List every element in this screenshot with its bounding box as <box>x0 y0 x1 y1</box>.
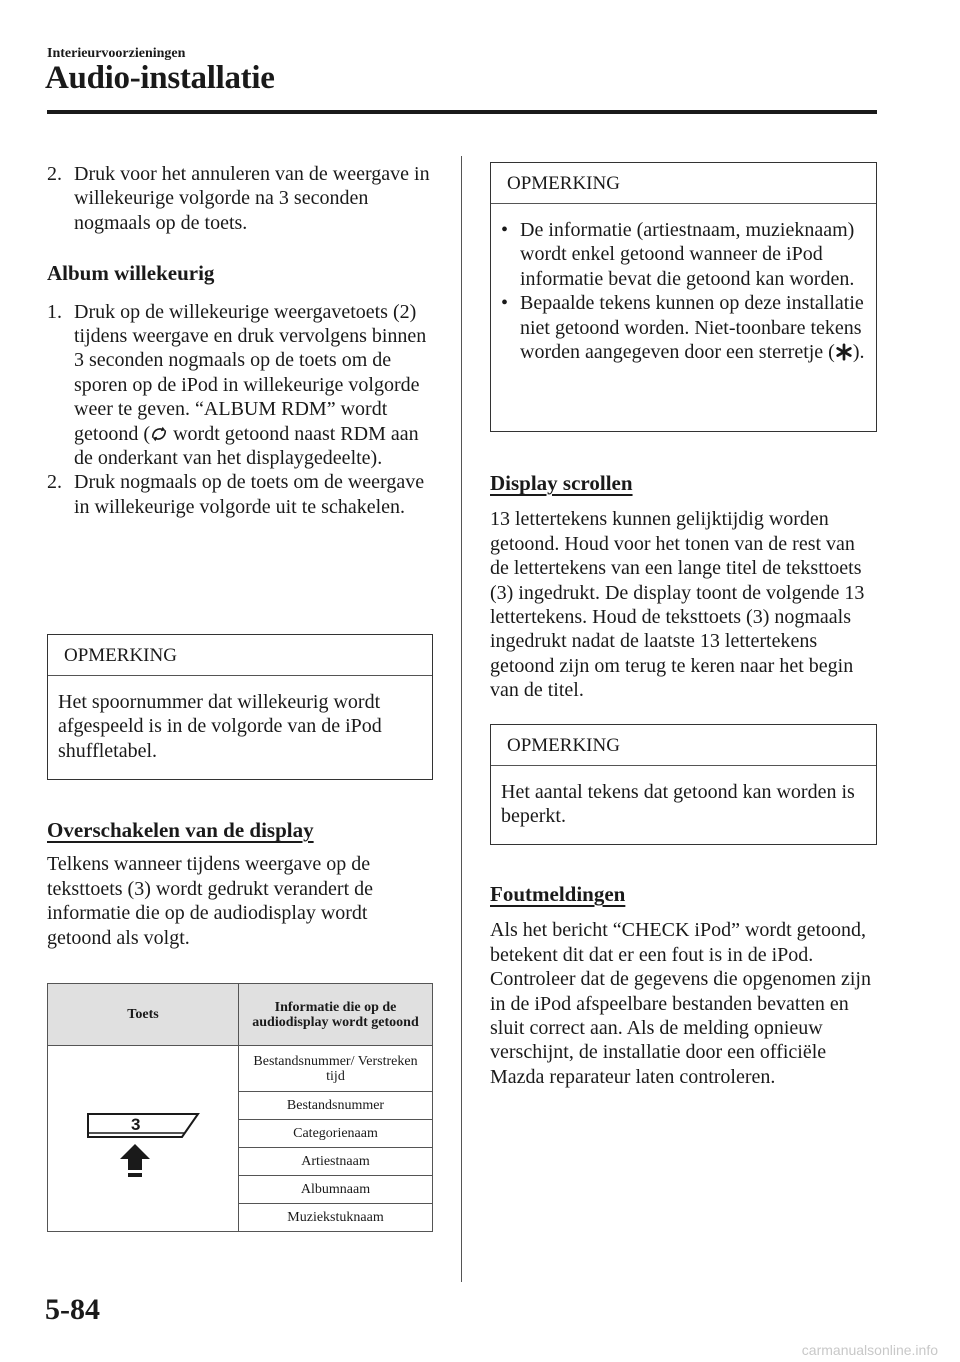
note-bullet <box>493 218 866 291</box>
bullet-text: De informatie (artiestnaam, muzieknaam) wordt enkel getoond wanneer de iPod informatie bevat die getoond kan worden. <box>520 219 855 290</box>
bullet-dot: • <box>501 219 509 241</box>
error-messages-heading: Foutmeldingen <box>490 882 626 906</box>
note-heading: OPMERKING <box>48 635 432 676</box>
text-button-cell <box>48 1046 239 1232</box>
note-box-chars <box>490 724 877 845</box>
step-number: 2. <box>47 163 62 185</box>
display-scroll-text: 13 lettertekens kunnen gelijktijdig worden getoond. Houd voor het tonen van de rest van de lettertekens van een lange titel de teksttoets (3) ingedrukt. De display toont de volgende 13 lettertekens. Houd de teksttoets (3) nogmaals ingedrukt nadat de laatste 13 lettertekens getoond zijn om terug te keren naar het begin van de titel. <box>490 508 865 702</box>
step-number: 2. <box>47 471 62 494</box>
album-step-2 <box>47 470 433 519</box>
display-info-table <box>47 983 433 1232</box>
step-text: Druk op de willekeurige weergavetoets (2) tijdens weergave en druk vervolgens binnen 3 seconden nogmaals op de toets om de sporen op de iPod in willekeurige volgorde weer te geven. “ALBUM RDM” wordt getoond ( wordt getoond naast RDM aan de onderkant van het displaygedeelte). <box>74 300 427 470</box>
step-text: Druk voor het annuleren van de weergave in willekeurige volgorde na 3 seconden nogmaals op de toets. <box>74 163 430 234</box>
watermark-link[interactable]: carmanualsonline.info <box>801 1342 938 1358</box>
step-2-cancel <box>47 162 433 235</box>
note-body: Het spoornummer dat willekeurig wordt afgespeeld is in de volgorde van de iPod shuffletabel. <box>58 691 382 762</box>
error-messages-text: Als het bericht “CHECK iPod” wordt getoond, betekent dit dat er een fout is in de iPod. Controleer dat de gegevens die opgenomen zijn in de iPod afspeelbare bestanden bevatten en sluit correct aan. Als de melding opnieuw verschijnt, de installatie door een officiële Mazda reparateur laten controleren. <box>490 919 871 1088</box>
table-header-key: Toets <box>48 984 239 1046</box>
header-rule <box>47 110 877 114</box>
column-divider <box>461 156 462 1282</box>
asterisk-icon <box>835 343 853 361</box>
note-body: Het aantal tekens dat getoond kan worden is beperkt. <box>501 781 855 828</box>
step-number: 1. <box>47 300 62 323</box>
text-button-3-illustration <box>78 1092 208 1182</box>
page-number: 5-84 <box>45 1293 100 1326</box>
bullet-text: Bepaalde tekens kunnen op deze installatie niet getoond worden. Niet-toonbare tekens worden aangegeven door een sterretje ( ). <box>520 292 865 364</box>
switch-display-text: Telkens wanneer tijdens weergave op de teksttoets (3) wordt gedrukt verandert de informatie die op de audiodisplay wordt getoond als volgt. <box>47 853 374 949</box>
bullet-dot: • <box>501 292 509 315</box>
switch-display-section <box>47 818 433 950</box>
table-cell-value: Categorienaam <box>239 1120 433 1148</box>
table-cell-value: Bestandsnummer <box>239 1092 433 1120</box>
section-label: Interieurvoorzieningen <box>47 46 186 61</box>
note-box-info <box>490 162 877 432</box>
note-heading: OPMERKING <box>491 725 876 766</box>
album-step-1 <box>47 300 433 471</box>
table-cell-value: Albumnaam <box>239 1176 433 1204</box>
note-body <box>491 204 876 364</box>
table-header-info: Informatie die op de audiodisplay wordt getoond <box>239 984 433 1046</box>
table-cell-value: Muziekstuknaam <box>239 1204 433 1232</box>
button-label: 3 <box>131 1114 141 1134</box>
table-cell-value: Artiestnaam <box>239 1148 433 1176</box>
error-section <box>490 882 877 1089</box>
table-cell-value: Bestandsnummer/ Verstreken tijd <box>239 1046 433 1092</box>
table-header-row <box>48 984 433 1046</box>
scroll-section <box>490 471 877 703</box>
shuffle-icon <box>150 425 168 443</box>
display-scroll-heading: Display scrollen <box>490 471 633 495</box>
note-heading: OPMERKING <box>491 163 876 204</box>
left-column <box>47 162 433 519</box>
step-text: Druk nogmaals op de toets om de weergave in willekeurige volgorde uit te schakelen. <box>74 471 425 518</box>
note-box-shuffle <box>47 634 433 780</box>
table-row <box>48 1046 433 1092</box>
page-title: Audio-installatie <box>45 60 275 96</box>
press-arrow-icon <box>120 1144 150 1177</box>
switch-display-heading: Overschakelen van de display <box>47 818 314 842</box>
note-bullet <box>493 291 866 364</box>
album-random-heading: Album willekeurig <box>47 261 215 286</box>
